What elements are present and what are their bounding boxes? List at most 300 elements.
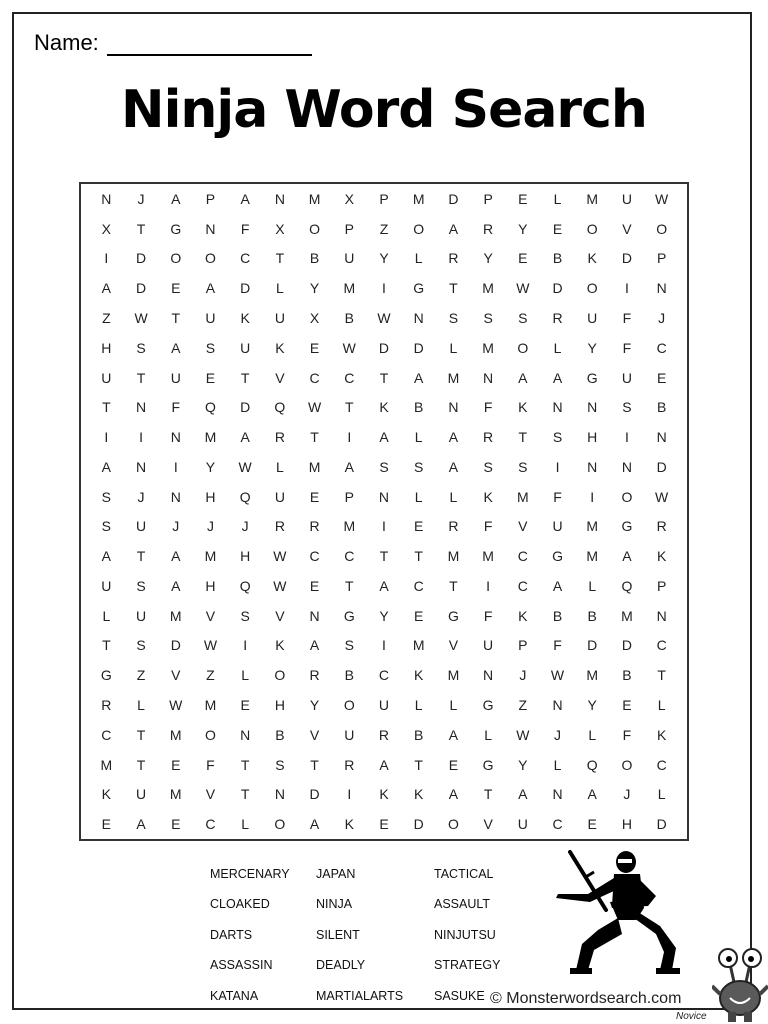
- grid-letter: G: [482, 697, 494, 714]
- grid-letter: O: [343, 697, 355, 714]
- grid-letter: R: [309, 667, 320, 684]
- grid-letter: U: [135, 518, 147, 535]
- grid-letter: N: [413, 309, 424, 326]
- grid-letter: E: [448, 756, 459, 773]
- grid-letter: O: [274, 816, 286, 833]
- grid-letter: M: [204, 429, 217, 446]
- grid-letter: G: [100, 667, 112, 684]
- grid-letter: N: [483, 667, 494, 684]
- grid-letter: D: [448, 190, 459, 207]
- grid-letter: C: [413, 577, 424, 594]
- grid-letter: E: [587, 816, 597, 833]
- grid-letter: S: [275, 756, 285, 773]
- grid-letter: M: [412, 637, 425, 654]
- grid-letter: C: [378, 667, 390, 684]
- grid-letter: D: [656, 458, 667, 475]
- grid-letter: B: [309, 250, 320, 267]
- grid-letter: M: [621, 607, 633, 624]
- word-list-item: NINJUTSU: [434, 927, 496, 942]
- grid-letter: R: [344, 756, 355, 773]
- grid-letter: C: [309, 369, 320, 386]
- grid-letter: L: [449, 339, 458, 356]
- grid-letter: D: [170, 637, 181, 654]
- grid-letter: D: [621, 250, 632, 267]
- grid-letter: G: [482, 756, 494, 773]
- grid-letter: A: [448, 458, 459, 475]
- grid-letter: T: [136, 756, 146, 773]
- name-field: [34, 30, 312, 56]
- grid-letter: T: [379, 548, 389, 565]
- grid-letter: K: [240, 309, 250, 326]
- grid-letter: J: [554, 726, 562, 743]
- grid-letter: D: [309, 786, 320, 803]
- grid-letter: E: [518, 250, 528, 267]
- grid-letter: L: [553, 339, 562, 356]
- grid-letter: E: [171, 816, 181, 833]
- grid-letter: M: [586, 548, 599, 565]
- grid-letter: E: [309, 577, 320, 594]
- grid-letter: K: [344, 816, 354, 833]
- grid-letter: Q: [205, 399, 216, 416]
- grid-letter: L: [553, 190, 562, 207]
- grid-letter: W: [377, 309, 391, 326]
- grid-letter: I: [139, 429, 143, 446]
- grid-letter: A: [205, 280, 216, 297]
- grid-letter: Y: [483, 250, 493, 267]
- grid-letter: O: [205, 250, 216, 267]
- grid-letter: S: [344, 637, 354, 654]
- grid-letter: N: [552, 399, 563, 416]
- grid-letter: E: [205, 369, 216, 386]
- grid-letter: A: [171, 339, 181, 356]
- grid-letter: I: [382, 518, 386, 535]
- grid-letter: L: [414, 488, 423, 505]
- grid-letter: T: [310, 756, 319, 773]
- grid-letter: L: [449, 488, 458, 505]
- grid-letter: B: [656, 399, 667, 416]
- grid-letter: L: [275, 280, 284, 297]
- grid-letter: T: [102, 637, 111, 654]
- grid-letter: S: [136, 637, 146, 654]
- word-list-item: SASUKE: [434, 988, 485, 1003]
- grid-letter: C: [656, 339, 667, 356]
- grid-letter: O: [205, 726, 216, 743]
- grid-letter: S: [101, 518, 112, 535]
- grid-letter: Q: [239, 488, 251, 505]
- grid-letter: I: [104, 250, 109, 267]
- grid-letter: G: [413, 280, 425, 297]
- grid-letter: P: [205, 190, 216, 207]
- grid-letter: G: [586, 369, 598, 386]
- grid-letter: N: [587, 458, 598, 475]
- grid-letter: U: [587, 309, 598, 326]
- grid-letter: M: [169, 607, 182, 624]
- grid-letter: B: [552, 607, 563, 624]
- grid-letter: M: [482, 280, 494, 297]
- grid-letter: U: [621, 369, 632, 386]
- grid-letter: P: [344, 220, 354, 237]
- grid-letter: Z: [518, 697, 528, 714]
- grid-letter: F: [622, 726, 632, 743]
- grid-letter: R: [101, 697, 112, 714]
- grid-letter: N: [587, 399, 598, 416]
- grid-letter: F: [483, 607, 493, 624]
- grid-letter: W: [655, 190, 669, 207]
- grid-letter: T: [345, 399, 354, 416]
- grid-letter: X: [101, 220, 112, 237]
- grid-letter: K: [483, 488, 493, 505]
- grid-letter: O: [656, 220, 668, 237]
- grid-letter: T: [171, 309, 181, 326]
- grid-letter: A: [309, 816, 320, 833]
- grid-letter: J: [658, 309, 666, 326]
- grid-letter: Y: [587, 697, 597, 714]
- grid-letter: G: [343, 607, 355, 624]
- grid-letter: A: [309, 637, 320, 654]
- grid-letter: A: [171, 190, 181, 207]
- grid-letter: U: [378, 697, 390, 714]
- grid-letter: F: [483, 518, 493, 535]
- grid-letter: W: [655, 488, 669, 505]
- grid-letter: L: [414, 697, 423, 714]
- grid-letter: T: [102, 399, 111, 416]
- grid-letter: U: [240, 339, 251, 356]
- grid-letter: W: [238, 458, 252, 475]
- grid-letter: M: [447, 667, 460, 684]
- grid-letter: D: [621, 637, 632, 654]
- grid-letter: N: [135, 399, 147, 416]
- grid-letter: S: [414, 458, 424, 475]
- grid-letter: L: [657, 786, 666, 803]
- grid-letter: C: [344, 548, 355, 565]
- grid-letter: C: [205, 816, 216, 833]
- grid-letter: I: [347, 429, 352, 446]
- grid-letter: N: [552, 697, 563, 714]
- grid-letter: E: [240, 697, 250, 714]
- grid-letter: N: [656, 280, 667, 297]
- grid-letter: A: [518, 786, 528, 803]
- grid-letter: A: [379, 429, 389, 446]
- difficulty-level: Novice: [676, 1011, 707, 1022]
- grid-letter: L: [588, 726, 597, 743]
- grid-letter: O: [413, 220, 425, 237]
- grid-letter: U: [621, 190, 632, 207]
- grid-letter: L: [414, 250, 423, 267]
- grid-letter: I: [382, 637, 386, 654]
- grid-letter: L: [553, 756, 562, 773]
- grid-letter: M: [308, 190, 321, 207]
- grid-letter: W: [134, 309, 148, 326]
- grid-letter: U: [135, 607, 147, 624]
- grid-letter: Z: [379, 220, 389, 237]
- grid-letter: M: [100, 756, 113, 773]
- grid-letter: R: [448, 250, 459, 267]
- grid-letter: R: [552, 309, 563, 326]
- grid-letter: T: [379, 369, 389, 386]
- grid-letter: N: [170, 429, 181, 446]
- monster-mascot-icon: [712, 946, 768, 1024]
- grid-letter: C: [517, 577, 528, 594]
- grid-letter: V: [309, 726, 320, 743]
- grid-letter: A: [448, 220, 459, 237]
- grid-letter: N: [135, 458, 147, 475]
- grid-letter: S: [518, 309, 528, 326]
- grid-letter: S: [379, 458, 389, 475]
- grid-letter: S: [552, 429, 563, 446]
- grid-letter: B: [587, 607, 597, 624]
- grid-letter: K: [379, 786, 389, 803]
- grid-letter: T: [518, 429, 528, 446]
- grid-letter: X: [309, 309, 320, 326]
- letter-grid: [79, 182, 689, 841]
- grid-letter: T: [240, 756, 250, 773]
- grid-letter: K: [587, 250, 597, 267]
- grid-letter: A: [552, 369, 563, 386]
- grid-letter: T: [345, 577, 354, 594]
- grid-letter: U: [101, 369, 112, 386]
- grid-letter: H: [101, 339, 112, 356]
- grid-letter: I: [624, 280, 629, 297]
- grid-letter: E: [622, 697, 632, 714]
- page-title: Ninja Word Search: [121, 80, 647, 140]
- grid-letter: X: [275, 220, 285, 237]
- grid-letter: T: [657, 667, 666, 684]
- grid-letter: W: [203, 637, 218, 654]
- grid-letter: C: [656, 637, 667, 654]
- grid-letter: U: [205, 309, 216, 326]
- grid-letter: X: [344, 190, 354, 207]
- grid-letter: Y: [518, 756, 528, 773]
- grid-letter: T: [240, 786, 250, 803]
- grid-letter: A: [101, 280, 112, 297]
- grid-letter: K: [518, 607, 528, 624]
- grid-letter: K: [656, 726, 667, 743]
- grid-letter: A: [622, 548, 632, 565]
- grid-letter: O: [447, 816, 459, 833]
- grid-letter: R: [274, 518, 285, 535]
- grid-letter: J: [241, 518, 249, 535]
- grid-letter: F: [553, 488, 562, 505]
- grid-letter: C: [344, 369, 355, 386]
- grid-letter: K: [275, 637, 285, 654]
- grid-letter: T: [414, 756, 423, 773]
- grid-letter: G: [170, 220, 182, 237]
- grid-letter: B: [344, 667, 354, 684]
- grid-letter: O: [586, 220, 598, 237]
- grid-letter: F: [553, 637, 562, 654]
- grid-letter: J: [519, 667, 527, 684]
- grid-letter: E: [171, 756, 181, 773]
- grid-letter: M: [586, 518, 599, 535]
- grid-letter: B: [344, 309, 354, 326]
- grid-letter: J: [137, 488, 145, 505]
- word-list-item: NINJA: [316, 897, 353, 912]
- grid-letter: N: [621, 458, 632, 475]
- grid-letter: E: [414, 607, 424, 624]
- grid-letter: B: [552, 250, 563, 267]
- grid-letter: H: [621, 816, 632, 833]
- grid-letter: N: [656, 607, 667, 624]
- grid-letter: U: [344, 250, 355, 267]
- grid-letter: E: [101, 816, 112, 833]
- grid-letter: V: [518, 518, 528, 535]
- grid-letter: S: [483, 309, 493, 326]
- word-list-item: CLOAKED: [210, 897, 270, 912]
- grid-letter: N: [170, 488, 181, 505]
- grid-letter: N: [378, 488, 390, 505]
- grid-letter: L: [241, 816, 250, 833]
- grid-letter: C: [656, 756, 667, 773]
- grid-letter: J: [206, 518, 214, 535]
- grid-letter: M: [343, 280, 356, 297]
- grid-letter: S: [518, 458, 528, 475]
- grid-letter: R: [483, 220, 494, 237]
- grid-letter: T: [449, 280, 458, 297]
- grid-letter: Y: [379, 607, 389, 624]
- grid-letter: W: [169, 697, 183, 714]
- grid-letter: U: [170, 369, 181, 386]
- grid-letter: Y: [205, 458, 216, 475]
- word-list-item: MARTIALARTS: [316, 988, 404, 1003]
- word-list-item: JAPAN: [316, 867, 356, 881]
- grid-letter: V: [483, 816, 493, 833]
- grid-letter: M: [204, 697, 217, 714]
- word-list-item: DEADLY: [316, 958, 366, 973]
- grid-letter: B: [414, 726, 424, 743]
- grid-letter: D: [378, 339, 390, 356]
- grid-letter: Y: [309, 280, 320, 297]
- grid-letter: T: [310, 429, 319, 446]
- grid-letter: M: [482, 339, 494, 356]
- grid-letter: M: [412, 190, 425, 207]
- grid-letter: K: [518, 399, 528, 416]
- grid-letter: V: [205, 786, 216, 803]
- grid-letter: T: [136, 220, 146, 237]
- grid-letter: E: [171, 280, 181, 297]
- grid-letter: A: [171, 548, 181, 565]
- grid-letter: G: [552, 548, 563, 565]
- grid-letter: S: [448, 309, 459, 326]
- grid-letter: R: [448, 518, 459, 535]
- grid-letter: L: [102, 607, 111, 624]
- grid-letter: R: [309, 518, 320, 535]
- grid-letter: Y: [309, 697, 320, 714]
- grid-letter: P: [656, 250, 667, 267]
- grid-letter: A: [101, 458, 112, 475]
- grid-letter: U: [483, 637, 494, 654]
- grid-letter: A: [414, 369, 424, 386]
- grid-letter: A: [171, 577, 181, 594]
- grid-letter: W: [273, 548, 287, 565]
- ninja-silhouette-icon: [548, 848, 688, 978]
- grid-letter: D: [135, 280, 147, 297]
- grid-letter: W: [307, 399, 322, 416]
- grid-letter: Q: [621, 577, 633, 594]
- word-list-item: TACTICAL: [434, 867, 494, 881]
- grid-letter: N: [274, 786, 285, 803]
- grid-letter: Y: [587, 339, 597, 356]
- grid-letter: R: [378, 726, 390, 743]
- grid-letter: K: [101, 786, 112, 803]
- grid-letter: T: [275, 250, 285, 267]
- word-list-item: STRATEGY: [434, 958, 501, 973]
- word-list-item: SILENT: [316, 927, 360, 942]
- grid-letter: I: [382, 280, 386, 297]
- grid-letter: G: [447, 607, 459, 624]
- grid-letter: A: [136, 816, 146, 833]
- word-list-item: ASSAULT: [434, 897, 491, 912]
- grid-letter: V: [171, 667, 181, 684]
- grid-letter: W: [550, 667, 565, 684]
- grid-letter: K: [275, 339, 285, 356]
- word-list-item: MERCENARY: [210, 867, 290, 881]
- grid-letter: Z: [136, 667, 146, 684]
- grid-letter: O: [309, 220, 321, 237]
- name-blank-line[interactable]: [107, 32, 312, 56]
- grid-letter: D: [240, 280, 251, 297]
- grid-letter: C: [309, 548, 320, 565]
- grid-letter: T: [449, 577, 458, 594]
- grid-letter: U: [101, 577, 112, 594]
- grid-letter: W: [342, 339, 356, 356]
- grid-letter: M: [586, 190, 599, 207]
- grid-letter: B: [414, 399, 424, 416]
- grid-letter: V: [205, 607, 216, 624]
- grid-letter: C: [101, 726, 112, 743]
- grid-letter: K: [414, 786, 424, 803]
- grid-letter: Z: [206, 667, 215, 684]
- grid-letter: S: [136, 339, 146, 356]
- grid-letter: M: [586, 667, 599, 684]
- grid-letter: F: [622, 339, 632, 356]
- grid-letter: C: [552, 816, 563, 833]
- grid-letter: U: [135, 786, 147, 803]
- grid-letter: J: [137, 190, 145, 207]
- grid-letter: V: [275, 607, 285, 624]
- grid-letter: T: [136, 726, 146, 743]
- grid-letter: D: [135, 250, 147, 267]
- grid-letter: D: [240, 399, 251, 416]
- grid-letter: A: [240, 190, 250, 207]
- grid-letter: A: [518, 369, 528, 386]
- grid-letter: U: [274, 488, 285, 505]
- grid-letter: L: [241, 667, 250, 684]
- grid-letter: T: [136, 548, 146, 565]
- grid-letter: T: [483, 786, 493, 803]
- grid-letter: E: [552, 220, 563, 237]
- grid-letter: S: [205, 339, 216, 356]
- grid-letter: K: [379, 399, 389, 416]
- grid-letter: L: [484, 726, 492, 743]
- grid-letter: F: [622, 309, 632, 326]
- grid-letter: L: [449, 697, 458, 714]
- grid-letter: P: [518, 637, 528, 654]
- grid-letter: E: [414, 518, 424, 535]
- grid-letter: T: [240, 369, 250, 386]
- grid-letter: G: [621, 518, 633, 535]
- grid-letter: E: [309, 339, 320, 356]
- grid-letter: R: [274, 429, 285, 446]
- grid-letter: H: [240, 548, 251, 565]
- grid-letter: F: [240, 220, 250, 237]
- grid-letter: N: [483, 369, 494, 386]
- grid-letter: A: [448, 786, 459, 803]
- grid-letter: M: [516, 488, 529, 505]
- grid-letter: A: [101, 548, 112, 565]
- grid-letter: N: [552, 786, 563, 803]
- grid-letter: P: [379, 190, 389, 207]
- grid-letter: B: [275, 726, 285, 743]
